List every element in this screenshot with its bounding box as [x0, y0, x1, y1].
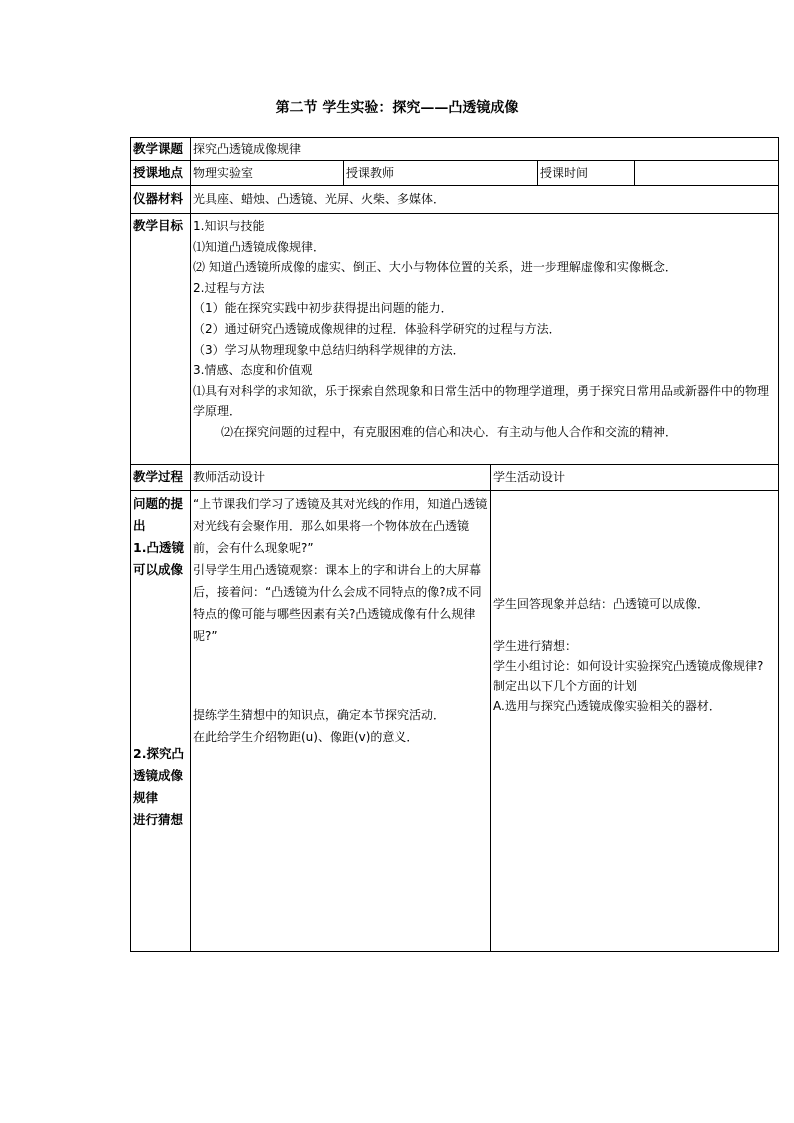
- time-value: [635, 163, 777, 185]
- lesson-plan-table: [130, 137, 779, 952]
- teacher-activities: [191, 493, 490, 763]
- goal-line: 2.过程与方法: [193, 280, 265, 295]
- goal-line: （1）能在探究实践中初步获得提出问题的能力．: [193, 301, 453, 316]
- place-label: 授课地点: [133, 165, 184, 180]
- student-activity: 学生进行猜想：: [493, 639, 578, 653]
- stage-1-label: [131, 493, 190, 583]
- stage-2-subtitle: 进行猜想: [133, 812, 184, 827]
- page-title: 第二节 学生实验：探究——凸透镜成像: [275, 100, 519, 116]
- process-label: 教学过程: [133, 469, 184, 484]
- student-activity: A.选用与探究凸透镜成像实验相关的器材．: [493, 699, 721, 713]
- goal-line: （3）学习从物理现象中总结归纳科学规律的方法．: [193, 342, 465, 357]
- topic-value: 探究凸透镜成像规律: [193, 142, 302, 156]
- stage-1-title: 问题的提出: [133, 496, 184, 533]
- teacher-activity: “上节课我们学习了透镜及其对光线的作用，知道凸透镜对光线有会聚作用．那么如果将一个物体放在凸透镜前，会有什么现象呢?”: [193, 497, 488, 555]
- topic-label: 教学课题: [133, 141, 184, 156]
- materials-label: 仪器材料: [133, 191, 184, 206]
- time-label: 授课时间: [540, 166, 589, 180]
- row-divider: [131, 213, 778, 214]
- goal-line: ⑵在探究问题的过程中，有克服困难的信心和决心．有主动与他人合作和交流的精神．: [221, 424, 678, 439]
- goal-line: ⑵ 知道凸透镜所成像的虚实、倒正、大小与物体位置的关系，进一步理解虚像和实像概念．: [193, 260, 677, 275]
- student-activity: 学生小组讨论：如何设计实验探究凸透镜成像规律?: [493, 659, 764, 673]
- stage-2-title: 2.探究凸透镜成像规律: [133, 746, 184, 805]
- goal-line: （2）通过研究凸透镜成像规律的过程．体验科学研究的过程与方法．: [193, 321, 561, 336]
- teacher-label: 授课教师: [346, 166, 395, 180]
- teacher-activity-header: 教师活动设计: [193, 470, 266, 484]
- goal-line: ⑴具有对科学的求知欲，乐于探索自然现象和日常生活中的物理学道理，勇于探究日常用品或新器件中的物理学原理．: [193, 383, 770, 419]
- student-activities: [491, 594, 778, 764]
- goal-line: ⑴知道凸透镜成像规律．: [193, 239, 326, 254]
- goal-line: 3.情感、态度和价值观: [193, 363, 313, 378]
- materials-value: 光具座、蜡烛、凸透镜、光屏、火柴、多媒体．: [193, 192, 446, 206]
- goal-line: 1.知识与技能: [193, 219, 265, 233]
- teacher-activity: 在此给学生介绍物距(u)、像距(v)的意义．: [193, 730, 419, 744]
- goals-content: [191, 216, 778, 464]
- row-divider: [131, 185, 778, 186]
- goals-label: 教学目标: [133, 218, 184, 233]
- row-divider: [131, 160, 778, 161]
- student-activity: 学生回答现象并总结：凸透镜可以成像．: [493, 597, 710, 611]
- row-divider: [131, 464, 778, 465]
- teacher-activity: 提练学生猜想中的知识点，确定本节探究活动．: [193, 708, 446, 722]
- row-divider: [131, 490, 778, 491]
- stage-1-subtitle: 1.凸透镜可以成像: [133, 540, 184, 577]
- student-activity-header: 学生活动设计: [493, 470, 566, 484]
- place-value: 物理实验室: [193, 166, 254, 180]
- student-activity: 制定出以下几个方面的计划: [493, 679, 638, 693]
- teacher-activity: 引导学生用凸透镜观察：课本上的字和讲台上的大屏幕后，接着问：“凸透镜为什么会成不同特点的像?成不同特点的像可能与哪些因素有关?凸透镜成像有什么规律呢?”: [193, 563, 482, 643]
- stage-2-label: [131, 743, 190, 863]
